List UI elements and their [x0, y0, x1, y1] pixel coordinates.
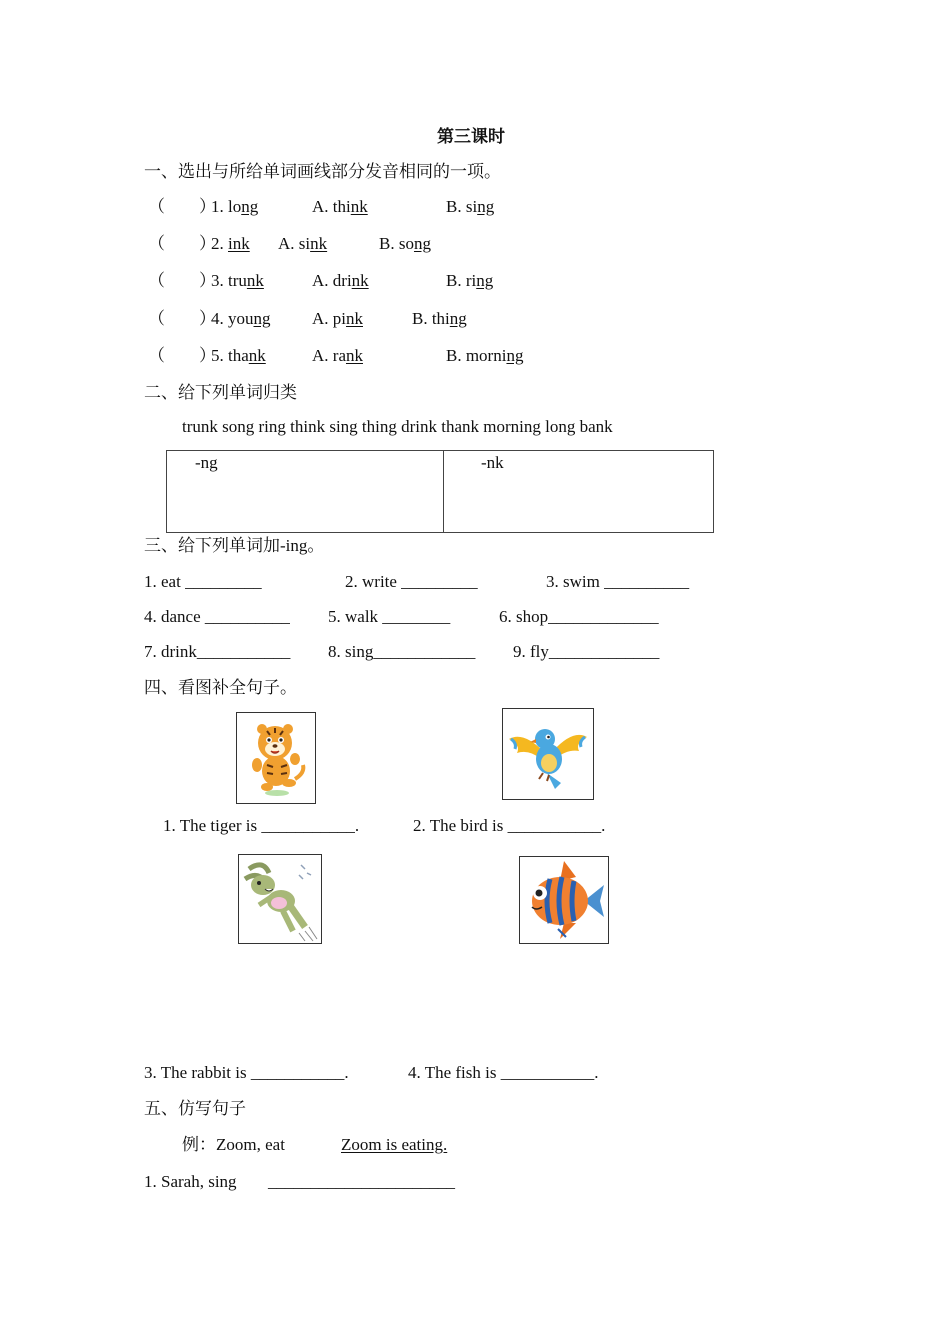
section5-heading: 五、仿写句子	[144, 1099, 246, 1118]
question-word: 1. long	[211, 197, 259, 216]
answer-paren: （ ）	[148, 234, 216, 253]
answer-paren: （ ）	[148, 309, 216, 328]
option-b: B. ring	[446, 271, 494, 290]
sentence-bird: 2. The bird is ___________.	[413, 816, 606, 835]
page-title: 第三课时	[437, 127, 505, 146]
option-a: A. drink	[312, 271, 369, 290]
question-word: 5. thank	[211, 346, 266, 365]
question-word: 3. trunk	[211, 271, 264, 290]
question-word: 4. young	[211, 309, 271, 328]
answer-paren: （ ）	[148, 346, 216, 365]
ing-item: 6. shop_____________	[499, 607, 659, 626]
section4-heading: 四、看图补全句子。	[144, 678, 297, 697]
tiger-picture	[236, 712, 316, 804]
answer-paren: （ ）	[148, 271, 216, 290]
option-a: A. think	[312, 197, 368, 216]
table-divider	[443, 451, 444, 532]
ing-item: 2. write _________	[345, 572, 478, 591]
bird-picture	[502, 708, 594, 800]
option-b: B. morning	[446, 346, 524, 365]
rabbit-illustration	[239, 855, 321, 943]
imitate-question-1: 1. Sarah, sing	[144, 1172, 237, 1191]
option-a: A. rank	[312, 346, 363, 365]
classify-table	[166, 450, 714, 533]
sentence-rabbit: 3. The rabbit is ___________.	[144, 1063, 349, 1082]
option-b: B. sing	[446, 197, 495, 216]
ing-item: 4. dance __________	[144, 607, 290, 626]
ing-item: 7. drink___________	[144, 642, 291, 661]
option-a: A. pink	[312, 309, 363, 328]
column-ng-label: -ng	[195, 453, 218, 472]
ing-item: 3. swim __________	[546, 572, 690, 591]
imitate-answer-blank: ______________________	[268, 1172, 455, 1191]
option-a: A. sink	[278, 234, 328, 253]
example-prompt: 例：Zoom, eat	[182, 1135, 285, 1154]
sentence-fish: 4. The fish is ___________.	[408, 1063, 599, 1082]
column-nk-label: -nk	[481, 453, 504, 472]
section2-heading: 二、给下列单词归类	[144, 383, 297, 402]
rabbit-picture	[238, 854, 322, 944]
option-b: B. song	[379, 234, 431, 253]
option-b: B. thing	[412, 309, 467, 328]
ing-item: 9. fly_____________	[513, 642, 660, 661]
ing-item: 1. eat _________	[144, 572, 262, 591]
ing-item: 8. sing____________	[328, 642, 476, 661]
answer-paren: （ ）	[148, 197, 216, 216]
section3-heading: 三、给下列单词加-ing。	[144, 536, 325, 555]
ing-item: 5. walk ________	[328, 607, 451, 626]
question-word: 2. ink	[211, 234, 250, 253]
section1-heading: 一、选出与所给单词画线部分发音相同的一项。	[144, 162, 501, 181]
fish-illustration	[520, 857, 608, 943]
example-answer: Zoom is eating.	[341, 1135, 448, 1154]
bird-illustration	[503, 709, 593, 799]
sentence-tiger: 1. The tiger is ___________.	[163, 816, 360, 835]
fish-picture	[519, 856, 609, 944]
tiger-illustration	[237, 713, 315, 803]
word-bank: trunk song ring think sing thing drink thank morning long bank	[182, 417, 613, 436]
